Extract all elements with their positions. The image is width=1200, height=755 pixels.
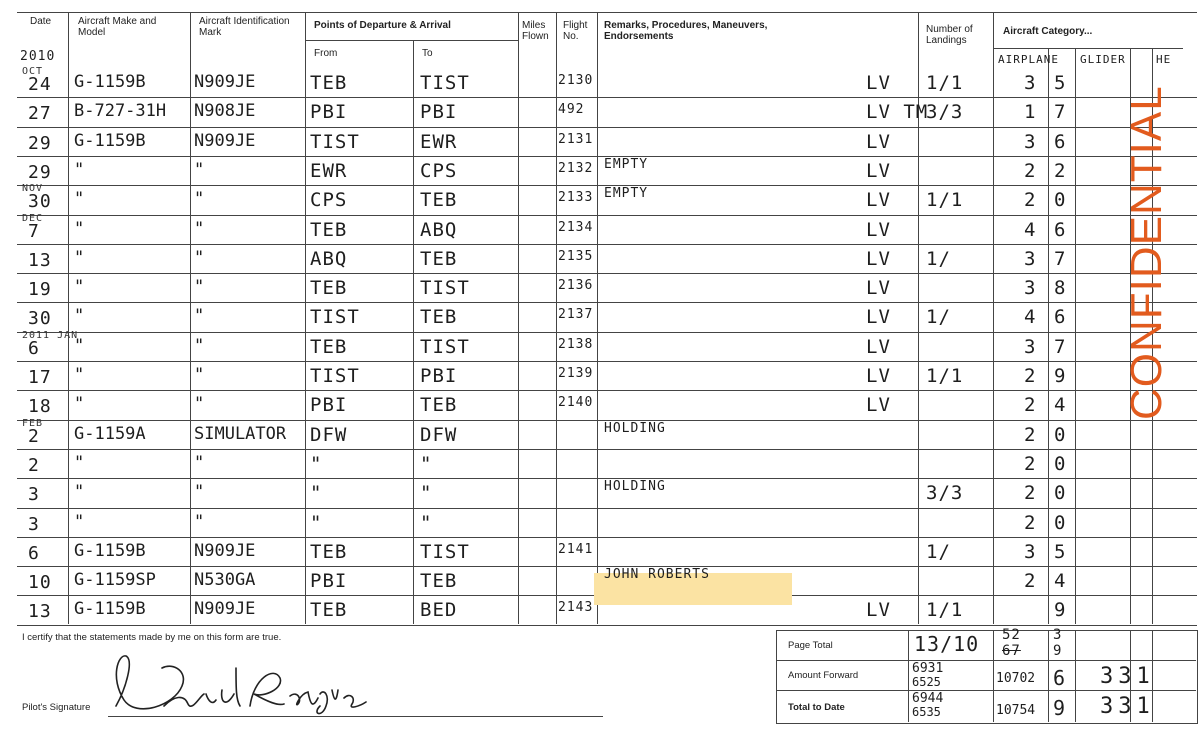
row-month: OCT	[22, 66, 44, 77]
signature-label: Pilot's Signature	[22, 702, 91, 713]
row-day: 2	[28, 425, 40, 447]
row-from: "	[310, 482, 323, 505]
certify-statement: I certify that the statements made by me on this form are true.	[22, 632, 282, 643]
row-ident: N530GA	[194, 570, 256, 591]
row-to: BED	[420, 599, 458, 622]
row-to: TIST	[420, 277, 470, 300]
total-to-date-time-a: 10754	[996, 703, 1036, 718]
row-ident: "	[194, 159, 205, 180]
row-t2: 0	[1054, 482, 1067, 505]
row-day: 30	[28, 308, 52, 330]
row-day: 6	[28, 337, 40, 359]
row-ident: "	[194, 335, 205, 356]
row-from: TIST	[310, 130, 360, 153]
row-lv: LV	[866, 159, 891, 182]
row-ident: SIMULATOR	[194, 423, 287, 444]
row-t1: 3	[1024, 130, 1037, 153]
row-ident: "	[194, 218, 205, 239]
row-day: 27	[28, 103, 52, 125]
row-fno: 2136	[558, 278, 594, 294]
row-day: 13	[28, 249, 52, 271]
row-day: 7	[28, 220, 40, 242]
row-to: EWR	[420, 130, 458, 153]
category-header: Aircraft Category...	[1003, 26, 1093, 37]
row-lv: LV	[866, 130, 891, 153]
row-ident: N909JE	[194, 130, 256, 151]
row-remarks: EMPTY	[604, 186, 649, 202]
row-t2: 7	[1054, 335, 1067, 358]
row-fno: 2133	[558, 190, 594, 206]
row-from: EWR	[310, 159, 348, 182]
row-t1: 2	[1024, 394, 1037, 417]
row-to: PBI	[420, 101, 458, 124]
row-day: 19	[28, 279, 52, 301]
remarks-header: Remarks, Procedures, Maneuvers, Endorsements	[604, 20, 768, 42]
row-to: TEB	[420, 570, 458, 593]
row-ident: N908JE	[194, 101, 256, 122]
row-to: "	[420, 482, 433, 505]
row-t1: 2	[1024, 423, 1037, 446]
row-make: G-1159SP	[74, 570, 156, 591]
row-t2: 8	[1054, 277, 1067, 300]
row-ident: "	[194, 189, 205, 210]
row-t2: 4	[1054, 570, 1067, 593]
row-ident: N909JE	[194, 72, 256, 92]
row-land: 1/	[926, 247, 951, 270]
landings-header: Number of Landings	[926, 24, 973, 46]
year-label: 2010	[20, 49, 56, 64]
row-lv: LV	[866, 189, 891, 212]
row-day: 17	[28, 367, 52, 388]
row-lv: LV	[866, 365, 891, 387]
row-t2: 5	[1054, 72, 1067, 94]
row-ident: "	[194, 365, 205, 385]
row-to: "	[420, 452, 433, 475]
row-to: TEB	[420, 189, 458, 212]
row-land: 1/	[926, 540, 951, 563]
make-model-header: Aircraft Make and Model	[78, 16, 157, 38]
amount-forward-landings-b: 6525	[912, 675, 941, 689]
row-make: "	[74, 394, 85, 415]
row-land: 1/1	[926, 72, 964, 94]
row-land: 1/1	[926, 365, 964, 387]
row-t1: 2	[1024, 189, 1037, 212]
row-from: TEB	[310, 277, 348, 300]
row-from: ABQ	[310, 247, 348, 270]
row-make: "	[74, 189, 85, 210]
row-t1: 2	[1024, 482, 1037, 505]
row-fno: 2135	[558, 248, 594, 264]
date-header: Date	[30, 16, 52, 27]
row-from: "	[310, 452, 323, 475]
row-from: "	[310, 511, 323, 534]
row-fno: 2143	[558, 600, 594, 616]
row-to: "	[420, 511, 433, 534]
confidential-stamp: CONFIDENTIAL	[1122, 85, 1171, 420]
row-land: 3/3	[926, 101, 964, 124]
row-ident: "	[194, 277, 205, 298]
row-make: "	[74, 247, 85, 268]
row-make: "	[74, 277, 85, 298]
row-land: 1/1	[926, 599, 964, 622]
row-from: TIST	[310, 306, 360, 329]
row-lv: LV	[866, 277, 891, 300]
amount-forward-glider: 331	[1100, 664, 1155, 689]
row-from: TIST	[310, 365, 360, 387]
row-from: PBI	[310, 570, 348, 593]
row-from: PBI	[310, 101, 348, 124]
row-lv: LV	[866, 247, 891, 270]
row-t2: 0	[1054, 511, 1067, 534]
row-day: 2	[28, 454, 40, 476]
category-airplane: AIRPLANE	[998, 53, 1059, 66]
row-t1: 2	[1024, 159, 1037, 182]
row-fno: 492	[558, 102, 585, 118]
row-make: "	[74, 306, 85, 327]
row-fno: 2132	[558, 160, 594, 176]
row-t1: 3	[1024, 277, 1037, 300]
row-from: DFW	[310, 423, 348, 446]
row-t2: 9	[1054, 599, 1067, 622]
row-from: TEB	[310, 218, 348, 241]
row-lv: LV TM	[866, 101, 929, 124]
row-to: TIST	[420, 72, 470, 94]
row-day: 3	[28, 513, 40, 535]
row-make: "	[74, 511, 85, 532]
row-make: G-1159B	[74, 599, 146, 620]
row-t2: 9	[1054, 365, 1067, 387]
row-to: TIST	[420, 540, 470, 563]
row-day: 6	[28, 542, 40, 564]
row-ident: N909JE	[194, 599, 256, 620]
row-t1: 2	[1024, 511, 1037, 534]
row-lv: LV	[866, 335, 891, 358]
row-lv: LV	[866, 599, 891, 622]
row-month: 2011 JAN	[22, 329, 79, 341]
row-ident: "	[194, 306, 205, 327]
row-t2: 0	[1054, 452, 1067, 475]
page-total-label: Page Total	[788, 640, 833, 651]
row-from: CPS	[310, 189, 348, 212]
amount-forward-label: Amount Forward	[788, 670, 859, 681]
page-total-time-a: 52	[1002, 627, 1021, 643]
page-total-time-d: 9	[1053, 643, 1063, 659]
page-total-time-c: 67	[1002, 643, 1021, 659]
row-fno: 2131	[558, 131, 594, 147]
row-fno: 2139	[558, 366, 594, 381]
row-month: DEC	[22, 212, 44, 224]
row-make: G-1159B	[74, 72, 146, 92]
row-land: 1/	[926, 306, 951, 329]
row-fno: 2140	[558, 395, 594, 411]
row-make: G-1159A	[74, 423, 146, 444]
row-remarks: HOLDING	[604, 420, 666, 436]
row-t2: 0	[1054, 189, 1067, 212]
row-to: DFW	[420, 423, 458, 446]
row-day: 29	[28, 161, 52, 183]
row-make: "	[74, 335, 85, 356]
row-t1: 3	[1024, 247, 1037, 270]
row-remarks: EMPTY	[604, 156, 649, 172]
row-to: TIST	[420, 335, 470, 358]
category-glider: GLIDER	[1080, 53, 1126, 66]
row-lv: LV	[866, 306, 891, 329]
row-t2: 5	[1054, 540, 1067, 563]
row-day: 24	[28, 74, 52, 95]
row-from: TEB	[310, 599, 348, 622]
row-ident: "	[194, 452, 205, 473]
row-to: TEB	[420, 306, 458, 329]
row-fno: 2141	[558, 541, 594, 557]
row-ident: "	[194, 482, 205, 503]
row-make: "	[74, 365, 85, 385]
ident-header: Aircraft Identification Mark	[199, 16, 290, 38]
row-t1: 2	[1024, 570, 1037, 593]
row-t2: 7	[1054, 101, 1067, 124]
row-t2: 0	[1054, 423, 1067, 446]
row-t2: 6	[1054, 130, 1067, 153]
total-to-date-label: Total to Date	[788, 702, 845, 713]
total-to-date-time-b: 9	[1053, 696, 1067, 720]
row-make: G-1159B	[74, 540, 146, 561]
row-t1: 1	[1024, 101, 1037, 124]
total-to-date-landings-b: 6535	[912, 705, 941, 719]
row-to: PBI	[420, 365, 458, 387]
row-t1: 2	[1024, 452, 1037, 475]
row-from: PBI	[310, 394, 348, 417]
row-from: TEB	[310, 335, 348, 358]
row-fno: 2130	[558, 73, 594, 88]
flight-no-header: Flight No.	[563, 20, 588, 42]
row-land: 3/3	[926, 482, 964, 505]
total-to-date-glider: 331	[1100, 694, 1155, 719]
row-t1: 3	[1024, 335, 1037, 358]
row-t1: 2	[1024, 365, 1037, 387]
amount-forward-time-a: 10702	[996, 671, 1036, 686]
row-from: TEB	[310, 540, 348, 563]
row-from: TEB	[310, 72, 348, 94]
row-to: ABQ	[420, 218, 458, 241]
row-make: "	[74, 218, 85, 239]
row-month: FEB	[22, 417, 44, 429]
row-t2: 6	[1054, 218, 1067, 241]
from-header: From	[314, 48, 338, 59]
row-day: 3	[28, 484, 40, 506]
row-ident: N909JE	[194, 540, 256, 561]
pilot-signature	[104, 648, 384, 723]
row-day: 18	[28, 396, 52, 418]
row-day: 10	[28, 572, 52, 594]
row-ident: "	[194, 247, 205, 268]
row-t2: 6	[1054, 306, 1067, 329]
row-land: 1/1	[926, 189, 964, 212]
row-to: TEB	[420, 247, 458, 270]
row-lv: LV	[866, 218, 891, 241]
category-he: HE	[1156, 53, 1172, 66]
row-month: NOV	[22, 183, 44, 195]
row-t2: 7	[1054, 247, 1067, 270]
points-header: Points of Departure & Arrival	[314, 20, 451, 31]
amount-forward-landings-a: 6931	[912, 661, 944, 676]
row-fno: 2134	[558, 219, 594, 235]
row-ident: "	[194, 511, 205, 532]
row-remarks: HOLDING	[604, 479, 666, 495]
row-t1: 3	[1024, 540, 1037, 563]
row-to: TEB	[420, 394, 458, 417]
row-lv: LV	[866, 394, 891, 417]
row-day: 13	[28, 601, 52, 623]
row-t1: 4	[1024, 218, 1037, 241]
row-make: G-1159B	[74, 130, 146, 151]
row-fno: 2138	[558, 336, 594, 352]
row-make: "	[74, 159, 85, 180]
page-total-time-b: 3	[1053, 627, 1063, 643]
row-make: "	[74, 482, 85, 503]
row-day: 30	[28, 191, 52, 213]
row-t2: 2	[1054, 159, 1067, 182]
row-make: "	[74, 452, 85, 473]
row-ident: "	[194, 394, 205, 415]
row-make: B-727-31H	[74, 101, 167, 122]
amount-forward-time-b: 6	[1053, 666, 1067, 690]
page-total-landings: 13/10	[914, 632, 980, 656]
miles-header: Miles Flown	[522, 20, 549, 42]
row-lv: LV	[866, 72, 891, 94]
row-to: CPS	[420, 159, 458, 182]
row-day: 29	[28, 132, 52, 154]
row-fno: 2137	[558, 307, 594, 323]
row-t1: 3	[1024, 72, 1037, 94]
total-to-date-landings-a: 6944	[912, 691, 944, 706]
row-remarks: JOHN ROBERTS	[604, 567, 710, 583]
row-t2: 4	[1054, 394, 1067, 417]
row-t1: 4	[1024, 306, 1037, 329]
to-header: To	[422, 48, 433, 59]
